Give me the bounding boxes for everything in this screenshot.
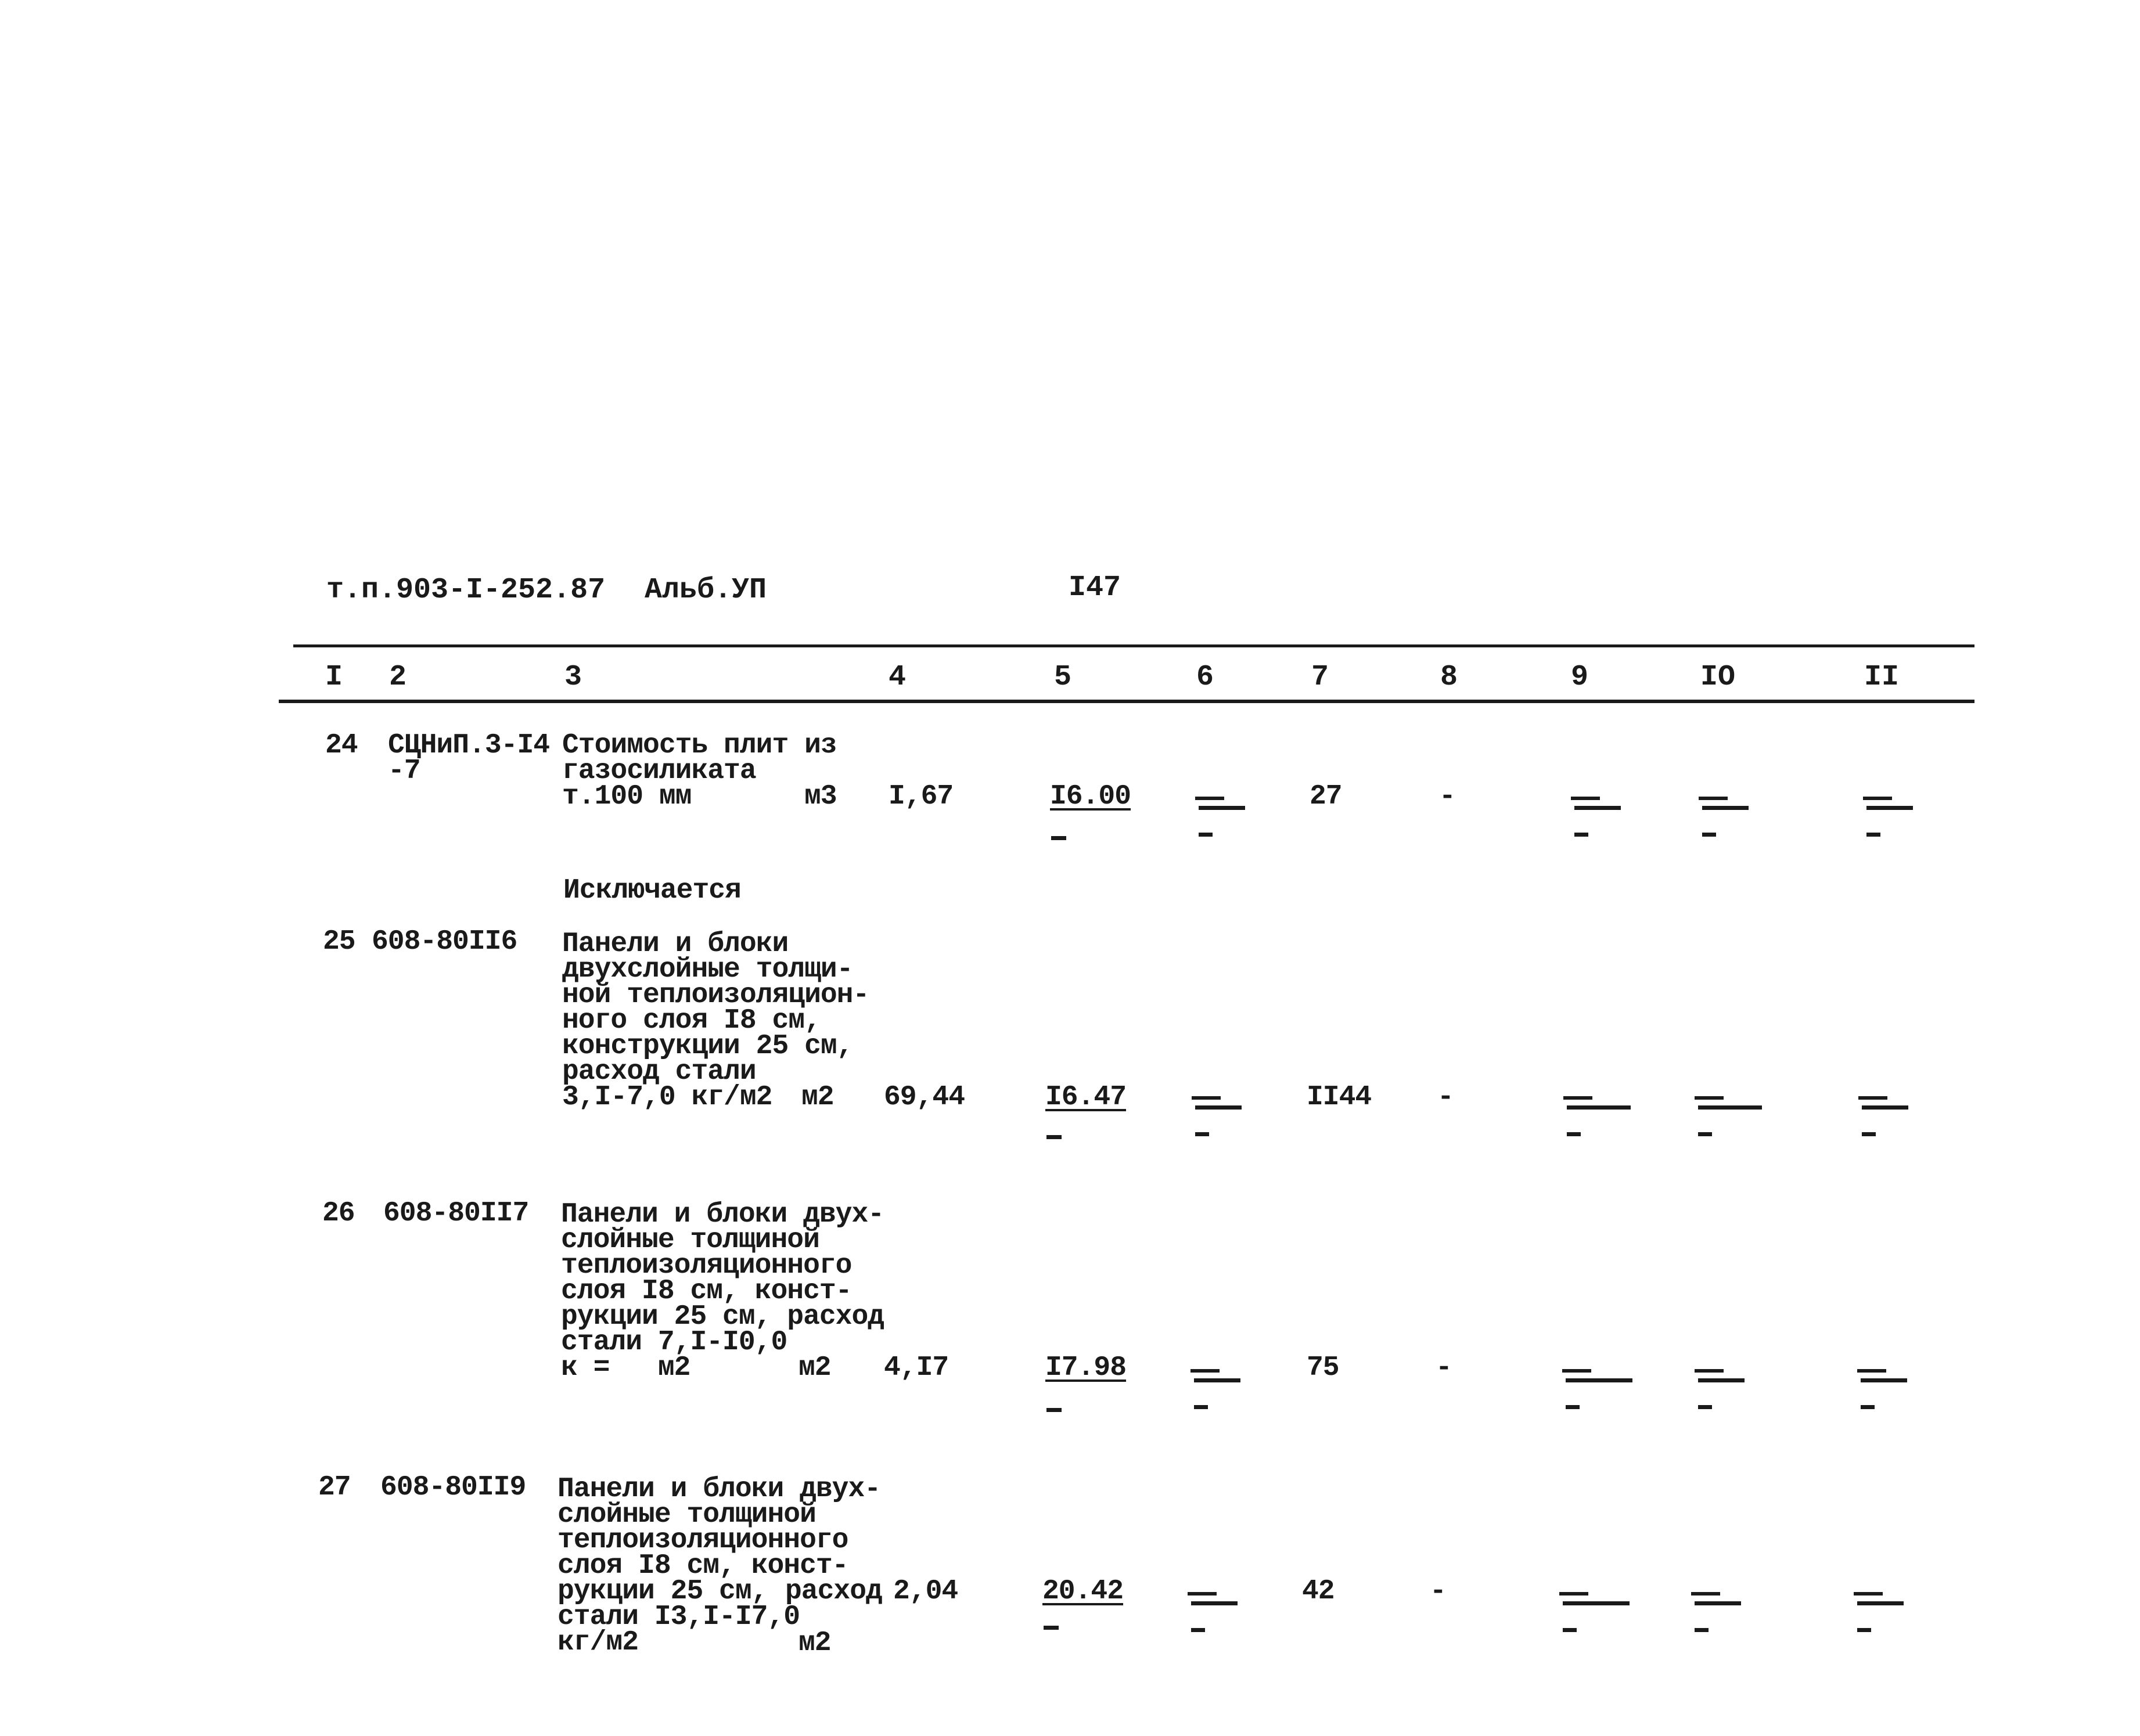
row-25-price: I6.47 — [1045, 1082, 1127, 1113]
row-27-col10-ditto — [1691, 1592, 1743, 1644]
row-25-number: 25 — [323, 926, 355, 957]
row-26-col9-ditto — [1562, 1369, 1614, 1421]
row-24-col10-ditto — [1699, 797, 1751, 849]
document-reference: т.п.903-I-252.87 — [326, 574, 606, 607]
row-25-col11-ditto — [1858, 1096, 1911, 1148]
row-25-col8: - — [1437, 1082, 1454, 1113]
row-24-col8: - — [1439, 781, 1455, 812]
row-25-description: Панели и блоки двухслойные толщи- ной теплоизоляцион- ного слоя I8 см, конструкции 25 см, расход стали 3,I-7,0 кг/м2 — [562, 928, 869, 1113]
album-label: Альб.УП — [645, 574, 767, 607]
column-header-2: 2 — [389, 661, 407, 694]
row-27-description: Панели и блоки двух- слойные толщиной теплоизоляционного слоя I8 см, конст- рукции 25 см, стали I3,I-I7,0 кг/м2 — [558, 1474, 881, 1658]
row-25-price-dash — [1046, 1135, 1062, 1139]
row-25-col6-ditto — [1192, 1096, 1244, 1148]
row-26-col6-ditto — [1191, 1369, 1243, 1421]
row-26-quantity: 4,I7 — [884, 1352, 949, 1384]
row-27-col7: 42 — [1302, 1576, 1335, 1607]
row-27-code: 608-80II9 — [380, 1472, 526, 1503]
row-25-col10-ditto — [1695, 1096, 1747, 1148]
row-27-price-dash — [1044, 1626, 1059, 1630]
table-top-rule — [293, 644, 1974, 647]
row-24-price-dash — [1051, 836, 1066, 840]
row-24-unit: м3 — [804, 781, 837, 812]
column-header-5: 5 — [1054, 661, 1072, 694]
row-26-col11-ditto — [1857, 1369, 1909, 1421]
row-24-price: I6.00 — [1050, 781, 1131, 812]
column-header-7: 7 — [1311, 661, 1329, 694]
row-25-unit: м2 — [801, 1082, 834, 1113]
row-24-code: СЦНиП.3-I4 -7 — [388, 730, 550, 787]
row-26-code: 608-80II7 — [383, 1198, 529, 1229]
table-header-rule — [279, 700, 1974, 703]
row-27-col6-ditto — [1188, 1592, 1240, 1644]
row-26-col7: 75 — [1307, 1352, 1339, 1384]
column-header-9: 9 — [1571, 661, 1589, 694]
row-26-col8: - — [1436, 1352, 1452, 1384]
excluded-note: Исключается — [563, 875, 741, 906]
column-header-6: 6 — [1196, 661, 1214, 694]
column-header-4: 4 — [889, 661, 907, 694]
row-27-unit: м2 — [799, 1627, 831, 1659]
row-27-col11-ditto — [1854, 1592, 1906, 1644]
row-27-col9-ditto — [1559, 1592, 1612, 1644]
row-24-number: 24 — [325, 730, 358, 761]
row-26-number: 26 — [322, 1198, 355, 1229]
row-26-price: I7.98 — [1045, 1352, 1127, 1384]
row-24-description: Стоимость плит из газосиликата т.100 мм — [562, 730, 837, 812]
column-header-11: II — [1864, 661, 1900, 694]
row-26-col10-ditto — [1695, 1369, 1747, 1421]
row-25-quantity: 69,44 — [884, 1082, 965, 1113]
row-27-col8: - — [1430, 1576, 1446, 1607]
row-25-col7: II44 — [1307, 1082, 1372, 1113]
row-24-quantity: I,67 — [889, 781, 954, 812]
row-26-price-dash — [1046, 1408, 1062, 1412]
row-24-col7: 27 — [1310, 781, 1342, 812]
page-number: I47 — [1069, 571, 1121, 604]
row-24-col11-ditto — [1863, 797, 1915, 849]
row-26-description: Панели и блоки двух- слойные толщиной теплоизоляционного слоя I8 см, конст- рукции 25 см, расход стали 7,I-I0,0 к = м2 — [561, 1199, 884, 1384]
row-27-price: 20.42 — [1042, 1576, 1124, 1607]
row-25-col9-ditto — [1563, 1096, 1616, 1148]
row-24-col9-ditto — [1571, 797, 1623, 849]
row-27-number: 27 — [318, 1472, 351, 1503]
row-27-description-tail: расход — [785, 1576, 882, 1607]
column-header-3: 3 — [564, 661, 582, 694]
row-25-code: 608-80II6 — [372, 926, 517, 957]
row-27-quantity: 2,04 — [893, 1576, 958, 1607]
row-26-unit: м2 — [799, 1352, 831, 1384]
column-header-1: I — [325, 661, 343, 694]
column-header-10: IO — [1700, 661, 1736, 694]
column-header-8: 8 — [1440, 661, 1458, 694]
row-24-col6-ditto — [1195, 797, 1247, 849]
